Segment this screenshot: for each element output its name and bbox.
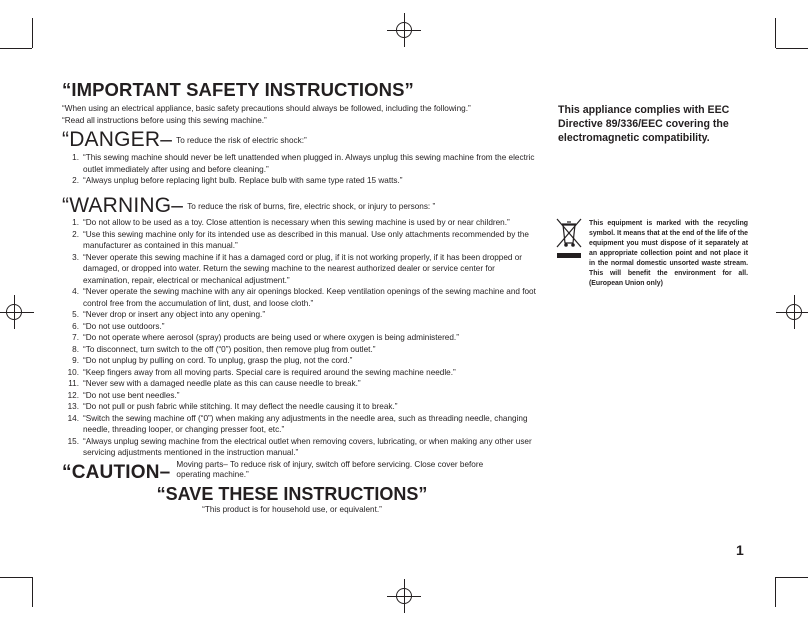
item-text: “Never operate the sewing machine with any air openings blocked. Keep ventilation openings of the sewing machine and foot control free from the accumulation of lint, dust, and loose cloth.” xyxy=(83,287,536,308)
item-text: “Do not use bent needles.” xyxy=(83,390,180,400)
list-item xyxy=(62,321,540,333)
danger-heading: “DANGER– xyxy=(62,128,173,151)
save-section xyxy=(62,484,522,514)
list-item xyxy=(62,413,540,436)
danger-section xyxy=(62,130,537,187)
list-item xyxy=(62,367,540,379)
item-number: 10. xyxy=(67,367,79,377)
item-number: 8. xyxy=(72,344,79,354)
item-number: 12. xyxy=(67,390,79,400)
list-item xyxy=(62,309,540,321)
list-item: 1. “This sewing machine should never be left unattended when plugged in. Always unplug this sewing machine from the electric outlet immediately after using and before cleaning.” xyxy=(72,153,535,174)
list-item xyxy=(62,355,540,367)
warning-heading: “WARNING– xyxy=(62,194,184,217)
save-note: “This product is for household use, or equivalent.” xyxy=(202,505,382,514)
item-number: 4. xyxy=(72,287,79,296)
item-text: “Never sew with a damaged needle plate as this can cause needle to break.” xyxy=(83,379,361,388)
danger-subtitle: To reduce the risk of electric shock:” xyxy=(176,136,307,145)
item-text: “Do not operate where aerosol (spray) products are being used or where oxygen is being administered.” xyxy=(83,333,459,342)
item-number: 15. xyxy=(67,436,79,446)
item-text: “Always unplug sewing machine from the electrical outlet when removing covers, lubricating, or when making any other user servicing adjustments mentioned in the instruction manual.” xyxy=(83,436,532,457)
intro-line: “When using an electrical appliance, basic safety precautions should always be followed, including the following.” xyxy=(62,104,471,113)
page-title: “IMPORTANT SAFETY INSTRUCTIONS” xyxy=(62,79,414,100)
item-number: 9. xyxy=(72,356,79,365)
list-item xyxy=(62,401,540,413)
item-text: “Use this sewing machine only for its intended use as described in this manual. Use only attachments recommended by the manufacturer as contained in this manual.” xyxy=(83,229,529,250)
item-number: 3. xyxy=(72,252,79,262)
list-item xyxy=(62,286,540,309)
list-item: 2. “Always unplug before replacing light bulb. Replace bulb with same type rated 15 watts.” xyxy=(72,176,403,185)
list-item xyxy=(62,229,540,252)
list-item xyxy=(62,217,540,229)
item-text: “Do not use outdoors.” xyxy=(83,321,165,331)
item-number: 1. xyxy=(72,218,79,227)
save-heading: “SAVE THESE INSTRUCTIONS” xyxy=(156,484,428,504)
warning-subtitle: To reduce the risk of burns, fire, electric shock, or injury to persons: ” xyxy=(187,202,436,211)
item-text: “Do not allow to be used as a toy. Close attention is necessary when this sewing machine is used by or near children.” xyxy=(83,218,510,227)
item-number: 7. xyxy=(72,333,79,342)
intro-line: “Read all instructions before using this sewing machine.” xyxy=(62,116,267,125)
item-text: “Never operate this sewing machine if it has a damaged cord or plug, if it is not working properly, if it has been dropped or damaged, or dropped into water. Return the sewing machine to the nearest authorized dealer or service center for examination, repair, electrical or mechanical adjustment.” xyxy=(83,252,523,285)
list-item xyxy=(62,436,540,459)
item-number: 11. xyxy=(68,379,79,388)
item-text: “To disconnect, turn switch to the off (“0”) position, then remove plug from outlet.” xyxy=(83,344,376,354)
item-number: 2. xyxy=(72,229,79,239)
list-item xyxy=(62,344,540,356)
recycling-notice: This equipment is marked with the recycling symbol. It means that at the end of the life of the equipment you must dispose of it separately at an appropriate collection point and not place it in the normal domestic unsorted waste stream. This will benefit the environment for all. (European Union only) xyxy=(589,220,748,287)
caution-section xyxy=(62,460,506,483)
caution-text: Moving parts– To reduce risk of injury, switch off before servicing. Close cover before operating machine.” xyxy=(176,460,484,479)
page-number: 1 xyxy=(736,542,744,558)
list-item xyxy=(62,252,540,287)
warning-section xyxy=(62,196,540,459)
item-text: “Keep fingers away from all moving parts. Special care is required around the sewing machine needle.” xyxy=(83,367,456,377)
weee-recycle-icon xyxy=(556,218,582,265)
item-number: 14. xyxy=(67,413,79,423)
item-text: “Do not unplug by pulling on cord. To unplug, grasp the plug, not the cord.” xyxy=(83,356,353,365)
intro xyxy=(62,103,471,127)
item-text: “Switch the sewing machine off (“0”) when making any adjustments in the needle area, such as threading needle, changing needle, threading looper, or changing presser foot, etc.” xyxy=(83,413,528,434)
compliance-text: This appliance complies with EEC Directive 89/336/EEC covering the electromagnetic compatibility. xyxy=(558,104,730,144)
list-item xyxy=(62,378,540,390)
item-number: 13. xyxy=(67,402,79,411)
item-text: “Never drop or insert any object into any opening.” xyxy=(83,310,266,319)
list-item xyxy=(62,390,540,402)
item-text: “Do not pull or push fabric while stitching. It may deflect the needle causing it to break.” xyxy=(83,402,398,411)
item-number: 5. xyxy=(72,310,79,319)
caution-heading: “CAUTION– xyxy=(62,462,171,483)
item-number: 6. xyxy=(72,321,79,331)
list-item xyxy=(62,332,540,344)
